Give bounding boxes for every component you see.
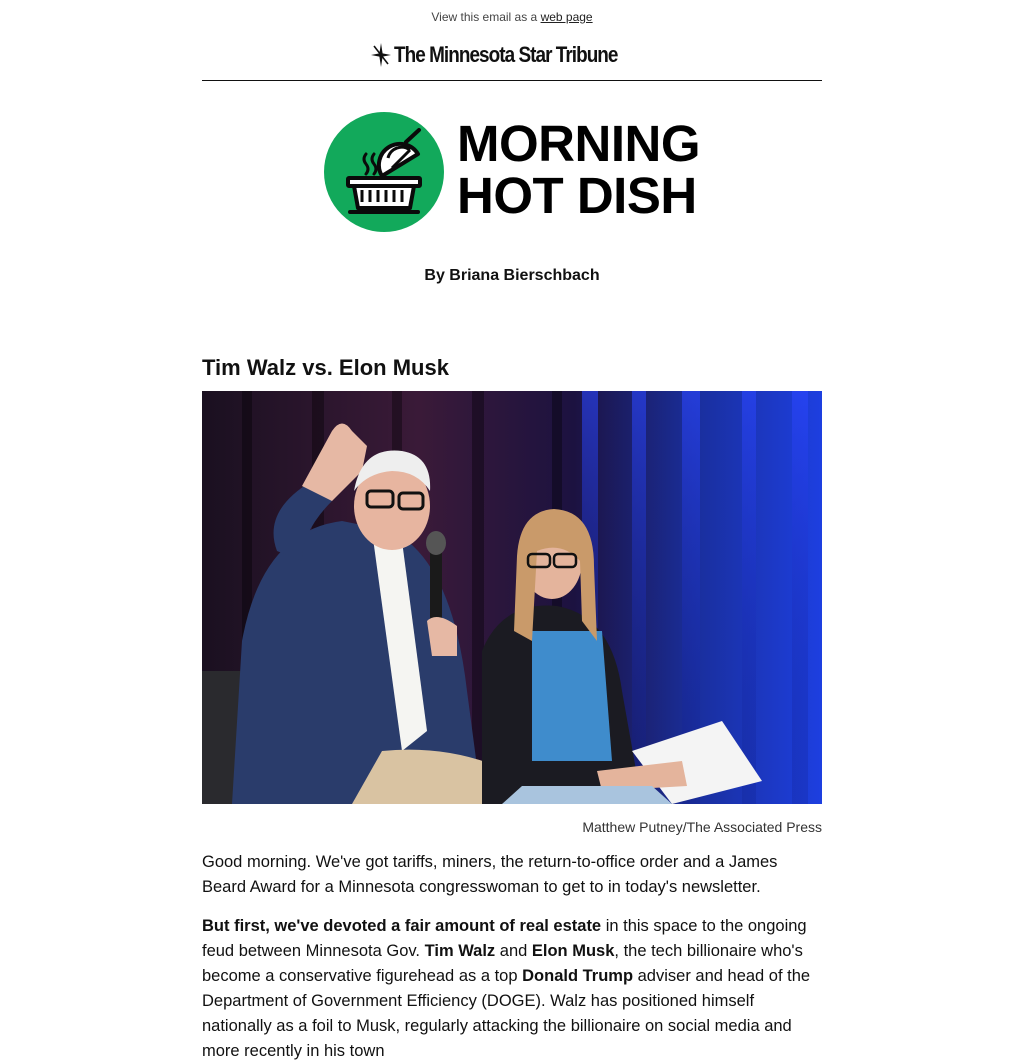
newsletter-title-line1: MORNING <box>457 115 700 172</box>
photo-credit: Matthew Putney/The Associated Press <box>582 819 822 835</box>
name-walz: Tim Walz <box>424 942 496 960</box>
web-page-link[interactable]: web page <box>540 10 593 24</box>
hot-dish-capitol-icon <box>324 112 444 232</box>
byline: By Briana Bierschbach <box>424 267 600 284</box>
masthead-logo[interactable] <box>202 40 822 70</box>
preheader <box>202 10 822 24</box>
paragraph-text: , the tech billionaire who's become a conservative figurehead as a top <box>202 942 803 985</box>
intro-paragraph: Good morning. We've got tariffs, miners, the return-to-office order and a James Beard Award for a Minnesota congresswoman to get to in today's newsletter. <box>202 853 778 896</box>
publication-name: The Minnesota Star Tribune <box>394 42 618 67</box>
newsletter-brand <box>324 112 704 232</box>
paragraph-text: in this space to the ongoing feud between Minnesota Gov. <box>202 917 807 960</box>
newsletter-title-line2: HOT DISH <box>457 167 697 224</box>
feud-paragraph <box>202 914 824 1064</box>
preheader-text: View this email as a <box>431 10 541 24</box>
lead-bold-text: But first, we've devoted a fair amount of real estate <box>202 917 602 935</box>
paragraph-text: and <box>495 942 532 960</box>
article-headline: Tim Walz vs. Elon Musk <box>202 355 449 380</box>
name-trump: Donald Trump <box>522 967 634 985</box>
name-musk: Elon Musk <box>531 942 615 960</box>
article-photo[interactable] <box>202 391 822 804</box>
paragraph-text: adviser and head of the Department of Government Efficiency (DOGE). Walz has positioned himself nationally as a foil to Musk, regularly attacking the billionaire on social media and more recently in his town <box>202 967 811 1060</box>
star-icon <box>370 42 392 68</box>
masthead-divider <box>202 80 822 81</box>
